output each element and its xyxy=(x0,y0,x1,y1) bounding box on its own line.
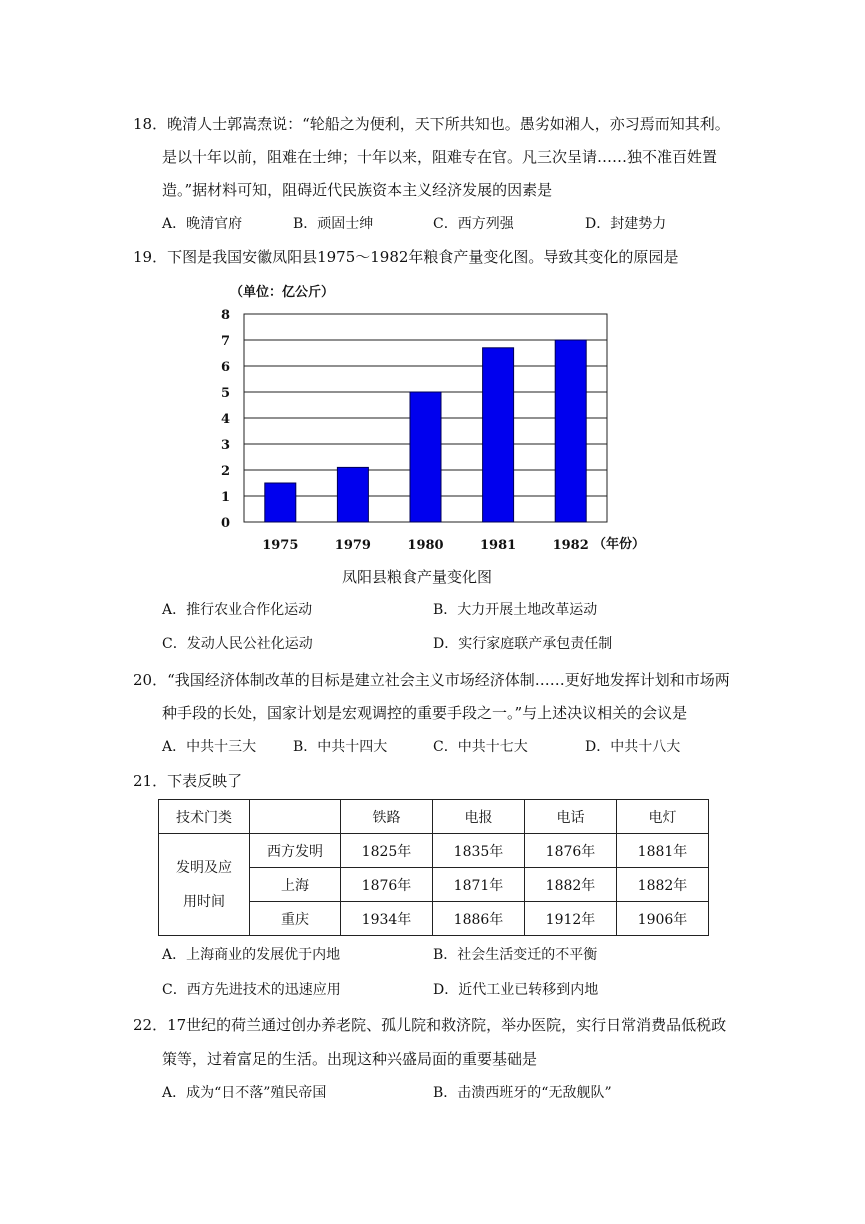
chart-x-tick-label: 1975 xyxy=(262,538,299,553)
table-header-cell: 技术门类 xyxy=(159,800,250,834)
table-cell: 1886年 xyxy=(433,902,525,936)
q18-option-a: A．晚清官府 xyxy=(162,216,243,232)
chart-x-tick-label: 1982 xyxy=(552,538,589,553)
chart-y-tick-label: 2 xyxy=(220,464,230,479)
q21-stem: 21．下表反映了 xyxy=(133,772,243,790)
table-cell: 1871年 xyxy=(433,868,525,902)
chart-unit-label: （单位：亿公斤） xyxy=(230,285,335,300)
chart-y-tick-label: 4 xyxy=(220,412,230,427)
q22-option-b: B．击溃西班牙的“无敌舰队” xyxy=(433,1085,612,1101)
q22-stem-line-2: 策等，过着富足的生活。出现这种兴盛局面的重要基础是 xyxy=(162,1050,538,1068)
table-cell: 1882年 xyxy=(617,868,709,902)
q21-option-d: D．近代工业已转移到内地 xyxy=(433,982,599,998)
q20-stem-line-1: 20．“我国经济体制改革的目标是建立社会主义市场经济体制……更好地发挥计划和市场两 xyxy=(133,671,730,689)
q21-option-c: C．西方先进技术的迅速应用 xyxy=(162,982,341,998)
q20-option-d: D．中共十八大 xyxy=(585,739,681,755)
table-group-label xyxy=(159,834,250,936)
table-cell: 1876年 xyxy=(341,868,433,902)
q18-stem-line-1: 18．晚清人士郭嵩焘说：“轮船之为便利，天下所共知也。愚劣如湘人，亦习焉而知其利。 xyxy=(133,115,730,133)
chart-x-tick-label: 1981 xyxy=(480,538,517,553)
technology-adoption-table xyxy=(158,799,709,936)
q18-option-d: D．封建势力 xyxy=(585,216,667,232)
chart-y-tick-label: 1 xyxy=(220,490,230,505)
q18-option-c: C．西方列强 xyxy=(433,216,514,232)
table-cell: 1881年 xyxy=(617,834,709,868)
table-cell: 1882年 xyxy=(525,868,617,902)
table-header-cell: 电灯 xyxy=(617,800,709,834)
table-cell: 1912年 xyxy=(525,902,617,936)
table-cell: 1876年 xyxy=(525,834,617,868)
q21-option-a: A．上海商业的发展优于内地 xyxy=(162,947,341,963)
table-row xyxy=(159,834,709,868)
table-header-cell: 电报 xyxy=(433,800,525,834)
chart-x-tick-label: 1980 xyxy=(407,538,444,553)
q19-option-a: A．推行农业合作化运动 xyxy=(162,602,313,618)
chart-y-tick-label: 3 xyxy=(220,438,230,453)
chart-bar xyxy=(483,348,514,522)
table-header-cell: 电话 xyxy=(525,800,617,834)
q19-option-c: C．发动人民公社化运动 xyxy=(162,636,313,652)
table-cell: 1934年 xyxy=(341,902,433,936)
table-row-label: 西方发明 xyxy=(250,834,341,868)
chart-y-tick-label: 5 xyxy=(220,386,230,401)
table-group-label-line-2: 用时间 xyxy=(183,893,225,910)
table-row-label: 上海 xyxy=(250,868,341,902)
chart-x-unit-label: （年份） xyxy=(593,537,646,552)
grain-output-bar-chart xyxy=(200,278,670,568)
table-group-label-line-1: 发明及应 xyxy=(176,859,232,876)
chart-y-tick-label: 6 xyxy=(220,360,230,375)
q19-option-d: D．实行家庭联产承包责任制 xyxy=(433,636,613,652)
q20-stem-line-2: 种手段的长处，国家计划是宏观调控的重要手段之一。”与上述决议相关的会议是 xyxy=(162,704,688,722)
table-header-cell: 铁路 xyxy=(341,800,433,834)
q18-option-b: B．顽固士绅 xyxy=(293,216,374,232)
table-cell: 1835年 xyxy=(433,834,525,868)
table-cell: 1825年 xyxy=(341,834,433,868)
q18-stem-line-2: 是以十年以前，阻难在士绅；十年以来，阻难专在官。凡三次呈请……独不准百姓置 xyxy=(162,148,718,166)
q20-option-c: C．中共十七大 xyxy=(433,739,528,755)
chart-x-tick-label: 1979 xyxy=(334,538,371,553)
q22-option-a: A．成为“日不落”殖民帝国 xyxy=(162,1085,327,1101)
chart-bar xyxy=(410,392,441,522)
table-cell: 1906年 xyxy=(617,902,709,936)
table-header-row xyxy=(159,800,709,834)
chart-bar xyxy=(555,340,586,522)
chart-bar xyxy=(265,483,296,522)
chart-bar xyxy=(337,467,368,522)
chart-y-tick-label: 7 xyxy=(220,334,230,349)
table-row-label: 重庆 xyxy=(250,902,341,936)
q21-option-b: B．社会生活变迁的不平衡 xyxy=(433,947,598,963)
q19-stem: 19．下图是我国安徽凤阳县1975～1982年粮食产量变化图。导致其变化的原园是 xyxy=(133,248,679,266)
q22-stem-line-1: 22．17世纪的荷兰通过创办养老院、孤儿院和救济院，举办医院，实行日常消费品低税政 xyxy=(133,1016,727,1034)
q20-option-b: B．中共十四大 xyxy=(293,739,388,755)
chart-y-tick-label: 0 xyxy=(220,516,230,531)
q18-stem-line-3: 造。”据材料可知，阻碍近代民族资本主义经济发展的因素是 xyxy=(162,181,553,199)
table-header-cell xyxy=(250,800,341,834)
q20-option-a: A．中共十三大 xyxy=(162,739,257,755)
q19-option-b: B．大力开展土地改革运动 xyxy=(433,602,598,618)
chart-y-tick-label: 8 xyxy=(220,308,230,323)
chart-title: 凤阳县粮食产量变化图 xyxy=(342,568,493,586)
